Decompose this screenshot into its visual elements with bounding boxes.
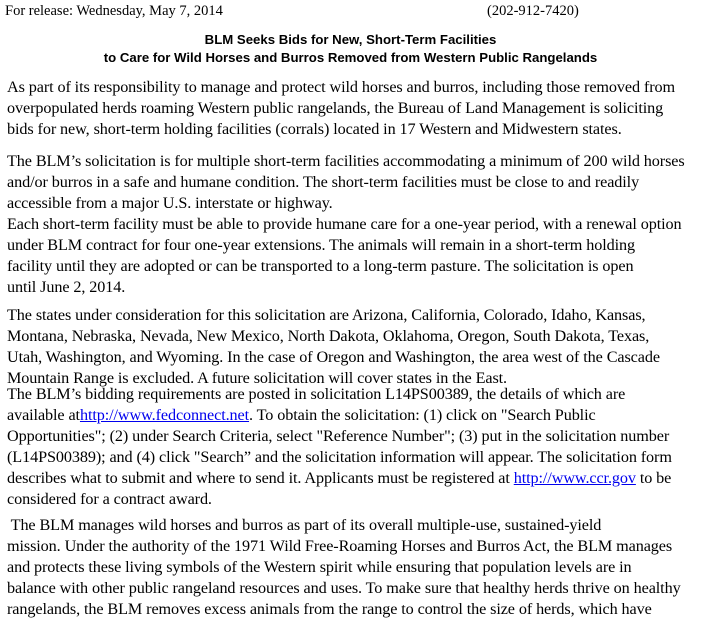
headline-line-1: BLM Seeks Bids for New, Short-Term Facilities	[204, 32, 497, 47]
text-line	[7, 405, 596, 425]
text-fragment: to be	[635, 469, 672, 487]
text-line: The BLM’s bidding requirements are posted in solicitation L14PS00389, the details of which are	[7, 385, 626, 403]
text-fragment: available at	[7, 406, 80, 424]
text-line: Mountain Range is excluded. A future solicitation will cover states in the East.	[7, 369, 508, 387]
text-line: Opportunities"; (2) under Search Criteria, select "Reference Number"; (3) put in the solicitation number	[7, 427, 670, 445]
contact-phone: (202-912-7420)	[487, 3, 579, 19]
text-line: The states under consideration for this solicitation are Arizona, California, Colorado, Idaho, Kansas,	[7, 306, 646, 324]
ccr-link[interactable]: http://www.ccr.gov	[513, 469, 636, 487]
text-fragment: describes what to submit and where to send it. Applicants must be registered at	[7, 469, 514, 487]
text-line: until June 2, 2014.	[7, 278, 126, 296]
text-line: balance with other public rangeland resources and uses. To make sure that healthy herds thrive on healthy	[7, 579, 681, 597]
text-line: Each short-term facility must be able to provide humane care for a one-year period, with a renewal option	[7, 215, 682, 233]
text-line: Utah, Washington, and Wyoming. In the case of Oregon and Washington, the area west of the Cascade	[7, 348, 660, 366]
text-fragment: . To obtain the solicitation: (1) click on "Search Public	[249, 406, 596, 424]
text-line	[7, 468, 671, 488]
headline-line-2: to Care for Wild Horses and Burros Removed from Western Public Rangelands	[103, 50, 598, 65]
text-line: facility until they are adopted or can be transported to a long-term pasture. The solicitation is open	[7, 257, 634, 275]
text-line: The BLM’s solicitation is for multiple short-term facilities accommodating a minimum of 200 wild horses	[7, 152, 685, 170]
text-line: under BLM contract for four one-year extensions. The animals will remain in a short-term holding	[7, 236, 635, 254]
fedconnect-link[interactable]: http://www.fedconnect.net	[79, 406, 250, 424]
text-line: As part of its responsibility to manage and protect wild horses and burros, including those removed from	[7, 78, 675, 96]
text-line: The BLM manages wild horses and burros as part of its overall multiple-use, sustained-yield	[7, 516, 602, 534]
text-line: overpopulated herds roaming Western public rangelands, the Bureau of Land Management is soliciting	[7, 99, 664, 117]
text-line: (L14PS00389); and (4) click "Search” and the solicitation information will appear. The solicitation form	[7, 448, 672, 466]
text-line: and protects these living symbols of the Western spirit while ensuring that population levels are in	[7, 558, 632, 576]
text-line: and/or burros in a safe and humane condition. The short-term facilities must be close to and readily	[7, 173, 640, 191]
release-date: For release: Wednesday, May 7, 2014	[5, 3, 223, 19]
text-line: considered for a contract award.	[7, 490, 212, 508]
text-line: Montana, Nebraska, Nevada, New Mexico, North Dakota, Oklahoma, Oregon, South Dakota, Texas,	[7, 327, 650, 345]
text-line: mission. Under the authority of the 1971 Wild Free-Roaming Horses and Burros Act, the BLM manages	[7, 537, 673, 555]
text-line: rangelands, the BLM removes excess animals from the range to control the size of herds, which have	[7, 600, 652, 618]
text-line: bids for new, short-term holding facilities (corrals) located in 17 Western and Midwestern states.	[7, 120, 622, 138]
text-line: accessible from a major U.S. interstate or highway.	[7, 194, 333, 212]
